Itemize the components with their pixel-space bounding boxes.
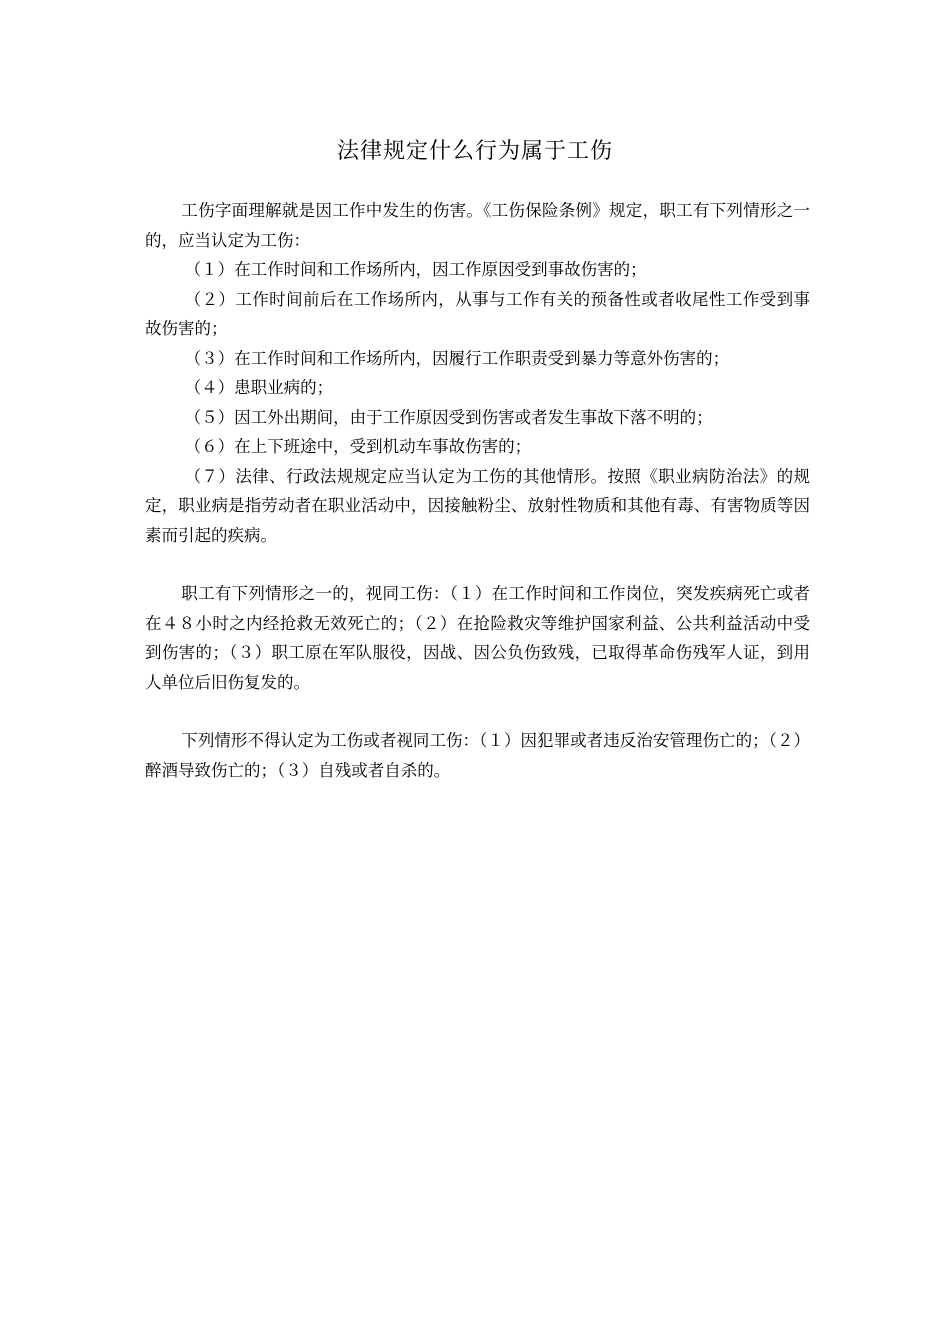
list-item-2: （２）工作时间前后在工作场所内，从事与工作有关的预备性或者收尾性工作受到事故伤害的； bbox=[145, 289, 810, 338]
list-item-1: （１）在工作时间和工作场所内，因工作原因受到事故伤害的； bbox=[184, 260, 647, 279]
paragraph-deemed-injury: 职工有下列情形之一的，视同工伤：（１）在工作时间和工作岗位，突发疾病死亡或者在４８小时之内经抢救无效死亡的；（２）在抢险救灾等维护国家利益、公共利益活动中受到伤害的；（３）职工原在军队服役，因战、因公负伤致残，已取得革命伤残军人证，到用人单位后旧伤复发的。 bbox=[145, 584, 810, 692]
list-item-7: （７）法律、行政法规规定应当认定为工伤的其他情形。按照《职业病防治法》的规定，职业病是指劳动者在职业活动中，因接触粉尘、放射性物质和其他有毒、有害物质等因素而引起的疾病。 bbox=[145, 466, 810, 545]
list-item-5: （５）因工外出期间，由于工作原因受到伤害或者发生事故下落不明的； bbox=[184, 407, 713, 427]
paragraph-spacer bbox=[145, 697, 810, 726]
list-item-3: （３）在工作时间和工作场所内，因履行工作职责受到暴力等意外伤害的； bbox=[184, 348, 730, 368]
document-body bbox=[145, 196, 810, 785]
list-item-4: （４）患职业病的； bbox=[184, 378, 334, 397]
paragraph-spacer bbox=[145, 550, 810, 579]
paragraph-exclusions: 下列情形不得认定为工伤或者视同工伤：（１）因犯罪或者违反治安管理伤亡的；（２）醉酒导致伤亡的；（３）自残或者自杀的。 bbox=[145, 731, 810, 780]
paragraph-intro: 工伤字面理解就是因工作中发生的伤害。《工伤保险条例》规定，职工有下列情形之一的，应当认定为工伤： bbox=[145, 201, 810, 250]
document-title: 法律规定什么行为属于工伤 bbox=[336, 139, 613, 164]
list-item-6: （６）在上下班途中，受到机动车事故伤害的； bbox=[184, 437, 532, 456]
